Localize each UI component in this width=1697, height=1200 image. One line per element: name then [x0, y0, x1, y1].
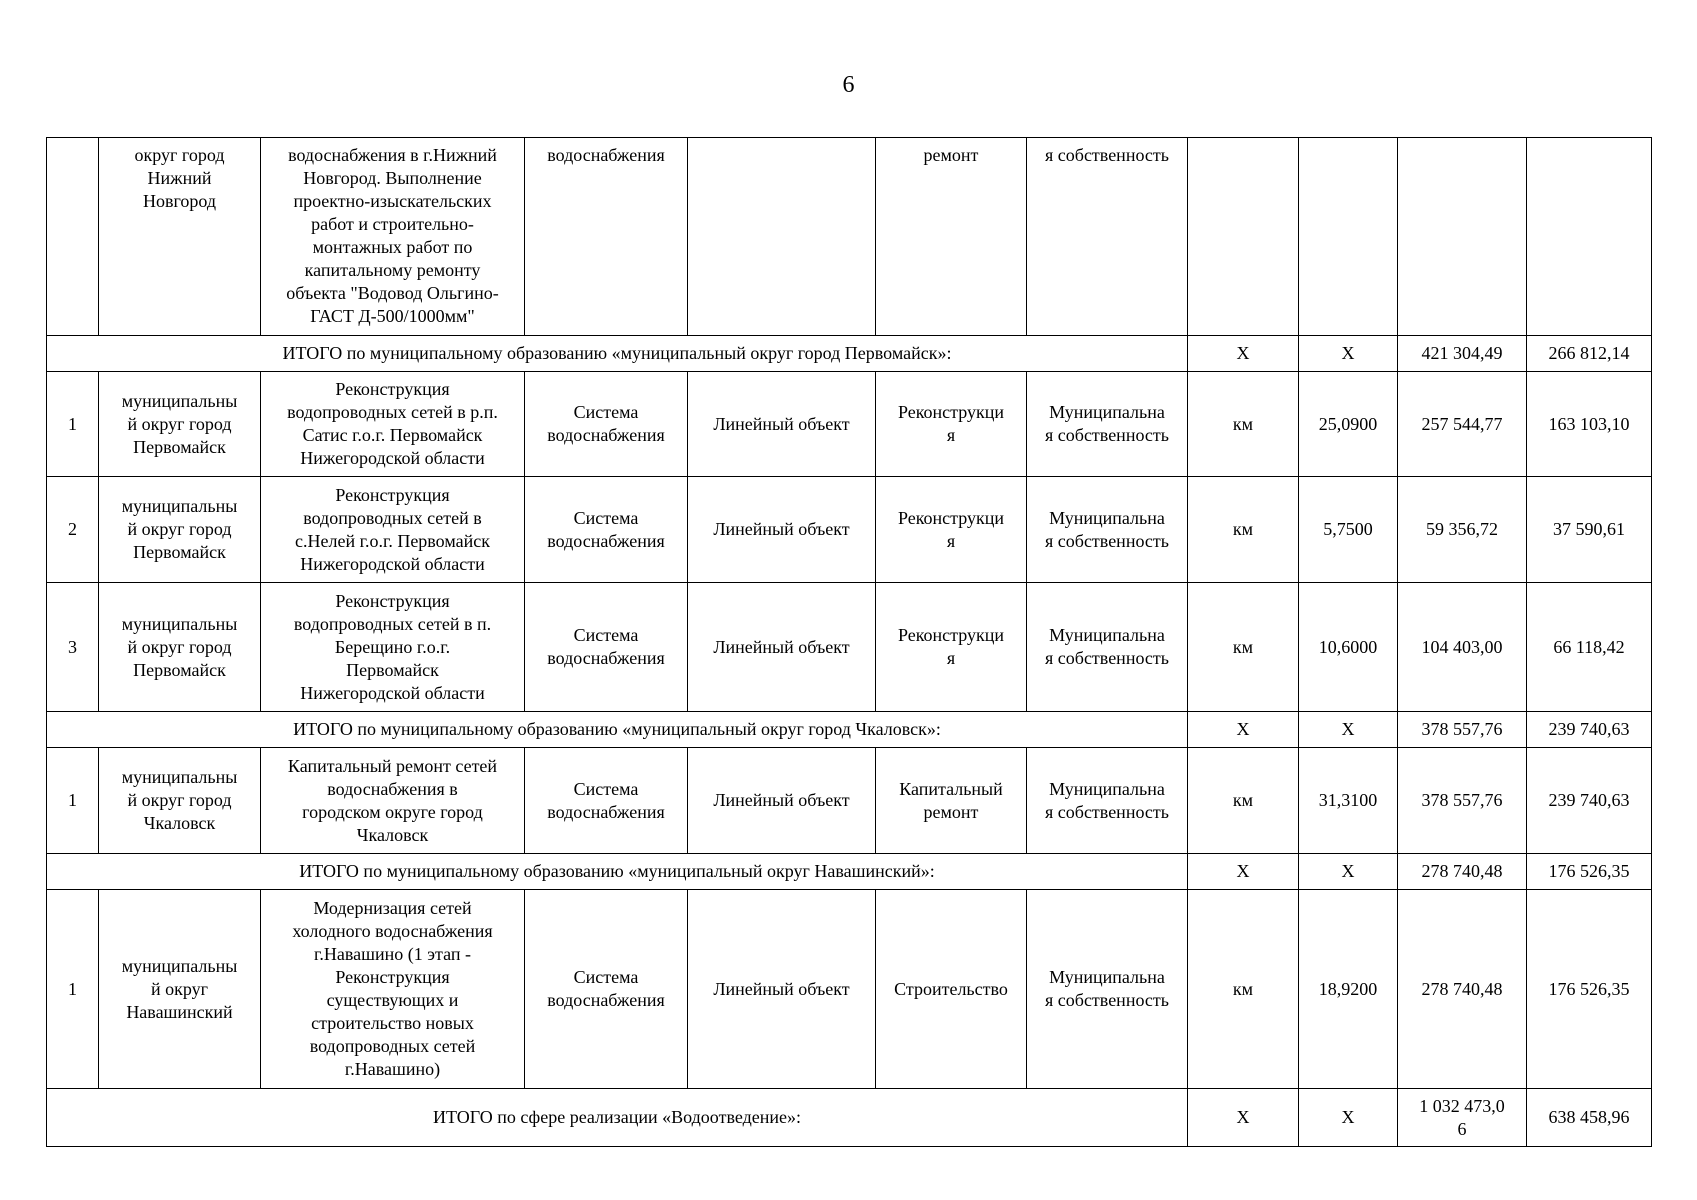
- table-row: [47, 583, 1652, 712]
- object-name-cell: Капитальный ремонт сетей водоснабжения в городском округе город Чкаловск: [261, 748, 525, 854]
- funds-cell: 66 118,42: [1527, 583, 1652, 712]
- summary-total: 278 740,48: [1398, 854, 1527, 890]
- funds-cell: 239 740,63: [1527, 748, 1652, 854]
- summary-funds: 266 812,14: [1527, 336, 1652, 372]
- row-number: 1: [47, 372, 99, 477]
- row-number: 1: [47, 890, 99, 1089]
- table-body: [47, 138, 1652, 1147]
- row-number: [47, 138, 99, 336]
- work-type-cell: Строительство: [876, 890, 1027, 1089]
- summary-unit: X: [1188, 712, 1299, 748]
- summary-total: 1 032 473,0 6: [1398, 1089, 1527, 1147]
- table-row: [47, 890, 1652, 1089]
- summary-quantity: X: [1299, 712, 1398, 748]
- quantity-cell: 18,9200: [1299, 890, 1398, 1089]
- system-cell: водоснабжения: [525, 138, 688, 336]
- total-cell: 257 544,77: [1398, 372, 1527, 477]
- ownership-cell: Муниципальна я собственность: [1027, 583, 1188, 712]
- work-type-cell: ремонт: [876, 138, 1027, 336]
- summary-total: 378 557,76: [1398, 712, 1527, 748]
- quantity-cell: 10,6000: [1299, 583, 1398, 712]
- summary-funds: 176 526,35: [1527, 854, 1652, 890]
- final-summary-row: [47, 1089, 1652, 1147]
- ownership-cell: Муниципальна я собственность: [1027, 748, 1188, 854]
- system-cell: Система водоснабжения: [525, 372, 688, 477]
- table-row: [47, 748, 1652, 854]
- system-cell: Система водоснабжения: [525, 890, 688, 1089]
- total-cell: 278 740,48: [1398, 890, 1527, 1089]
- work-type-cell: Реконструкци я: [876, 477, 1027, 583]
- summary-label: ИТОГО по сфере реализации «Водоотведение»:: [47, 1089, 1188, 1147]
- summary-unit: X: [1188, 1089, 1299, 1147]
- summary-label: ИТОГО по муниципальному образованию «муниципальный округ Навашинский»:: [47, 854, 1188, 890]
- quantity-cell: 31,3100: [1299, 748, 1398, 854]
- total-cell: 104 403,00: [1398, 583, 1527, 712]
- municipality-cell: округ город Нижний Новгород: [99, 138, 261, 336]
- system-cell: Система водоснабжения: [525, 748, 688, 854]
- row-number: 3: [47, 583, 99, 712]
- object-name-cell: Модернизация сетей холодного водоснабжения г.Навашино (1 этап - Реконструкция существующих и строительство новых водопроводных сетей г.Навашино): [261, 890, 525, 1089]
- investment-table: [46, 137, 1652, 1147]
- municipality-cell: муниципальны й округ город Первомайск: [99, 372, 261, 477]
- summary-row: [47, 712, 1652, 748]
- summary-unit: X: [1188, 854, 1299, 890]
- summary-quantity: X: [1299, 1089, 1398, 1147]
- object-type-cell: Линейный объект: [688, 890, 876, 1089]
- work-type-cell: Реконструкци я: [876, 583, 1027, 712]
- municipality-cell: муниципальны й округ город Первомайск: [99, 477, 261, 583]
- municipality-cell: муниципальны й округ город Первомайск: [99, 583, 261, 712]
- funds-cell: 176 526,35: [1527, 890, 1652, 1089]
- row-number: 2: [47, 477, 99, 583]
- page-number: 6: [842, 72, 855, 98]
- summary-unit: X: [1188, 336, 1299, 372]
- quantity-cell: [1299, 138, 1398, 336]
- table-row: [47, 477, 1652, 583]
- object-type-cell: Линейный объект: [688, 583, 876, 712]
- row-number: 1: [47, 748, 99, 854]
- summary-funds: 638 458,96: [1527, 1089, 1652, 1147]
- ownership-cell: я собственность: [1027, 138, 1188, 336]
- system-cell: Система водоснабжения: [525, 583, 688, 712]
- system-cell: Система водоснабжения: [525, 477, 688, 583]
- funds-cell: [1527, 138, 1652, 336]
- work-type-cell: Капитальный ремонт: [876, 748, 1027, 854]
- object-name-cell: Реконструкция водопроводных сетей в р.п. Сатис г.о.г. Первомайск Нижегородской области: [261, 372, 525, 477]
- object-type-cell: [688, 138, 876, 336]
- object-type-cell: Линейный объект: [688, 477, 876, 583]
- unit-cell: км: [1188, 583, 1299, 712]
- total-cell: [1398, 138, 1527, 336]
- ownership-cell: Муниципальна я собственность: [1027, 477, 1188, 583]
- unit-cell: км: [1188, 890, 1299, 1089]
- municipality-cell: муниципальны й округ Навашинский: [99, 890, 261, 1089]
- table-row: [47, 372, 1652, 477]
- summary-row: [47, 854, 1652, 890]
- summary-row: [47, 336, 1652, 372]
- funds-cell: 163 103,10: [1527, 372, 1652, 477]
- summary-total: 421 304,49: [1398, 336, 1527, 372]
- quantity-cell: 5,7500: [1299, 477, 1398, 583]
- quantity-cell: 25,0900: [1299, 372, 1398, 477]
- summary-funds: 239 740,63: [1527, 712, 1652, 748]
- summary-label: ИТОГО по муниципальному образованию «муниципальный округ город Первомайск»:: [47, 336, 1188, 372]
- object-name-cell: водоснабжения в г.Нижний Новгород. Выполнение проектно-изыскательских работ и строительно- монтажных работ по капитальному ремонту объекта "Водовод Ольгино- ГАСТ Д-500/1000мм": [261, 138, 525, 336]
- summary-quantity: X: [1299, 854, 1398, 890]
- unit-cell: км: [1188, 748, 1299, 854]
- summary-label: ИТОГО по муниципальному образованию «муниципальный округ город Чкаловск»:: [47, 712, 1188, 748]
- municipality-cell: муниципальны й округ город Чкаловск: [99, 748, 261, 854]
- object-type-cell: Линейный объект: [688, 748, 876, 854]
- ownership-cell: Муниципальна я собственность: [1027, 890, 1188, 1089]
- total-cell: 59 356,72: [1398, 477, 1527, 583]
- summary-quantity: X: [1299, 336, 1398, 372]
- object-name-cell: Реконструкция водопроводных сетей в п. Берещино г.о.г. Первомайск Нижегородской области: [261, 583, 525, 712]
- work-type-cell: Реконструкци я: [876, 372, 1027, 477]
- unit-cell: км: [1188, 477, 1299, 583]
- object-type-cell: Линейный объект: [688, 372, 876, 477]
- total-cell: 378 557,76: [1398, 748, 1527, 854]
- unit-cell: [1188, 138, 1299, 336]
- object-name-cell: Реконструкция водопроводных сетей в с.Нелей г.о.г. Первомайск Нижегородской области: [261, 477, 525, 583]
- unit-cell: км: [1188, 372, 1299, 477]
- ownership-cell: Муниципальна я собственность: [1027, 372, 1188, 477]
- continuation-row: [47, 138, 1652, 336]
- funds-cell: 37 590,61: [1527, 477, 1652, 583]
